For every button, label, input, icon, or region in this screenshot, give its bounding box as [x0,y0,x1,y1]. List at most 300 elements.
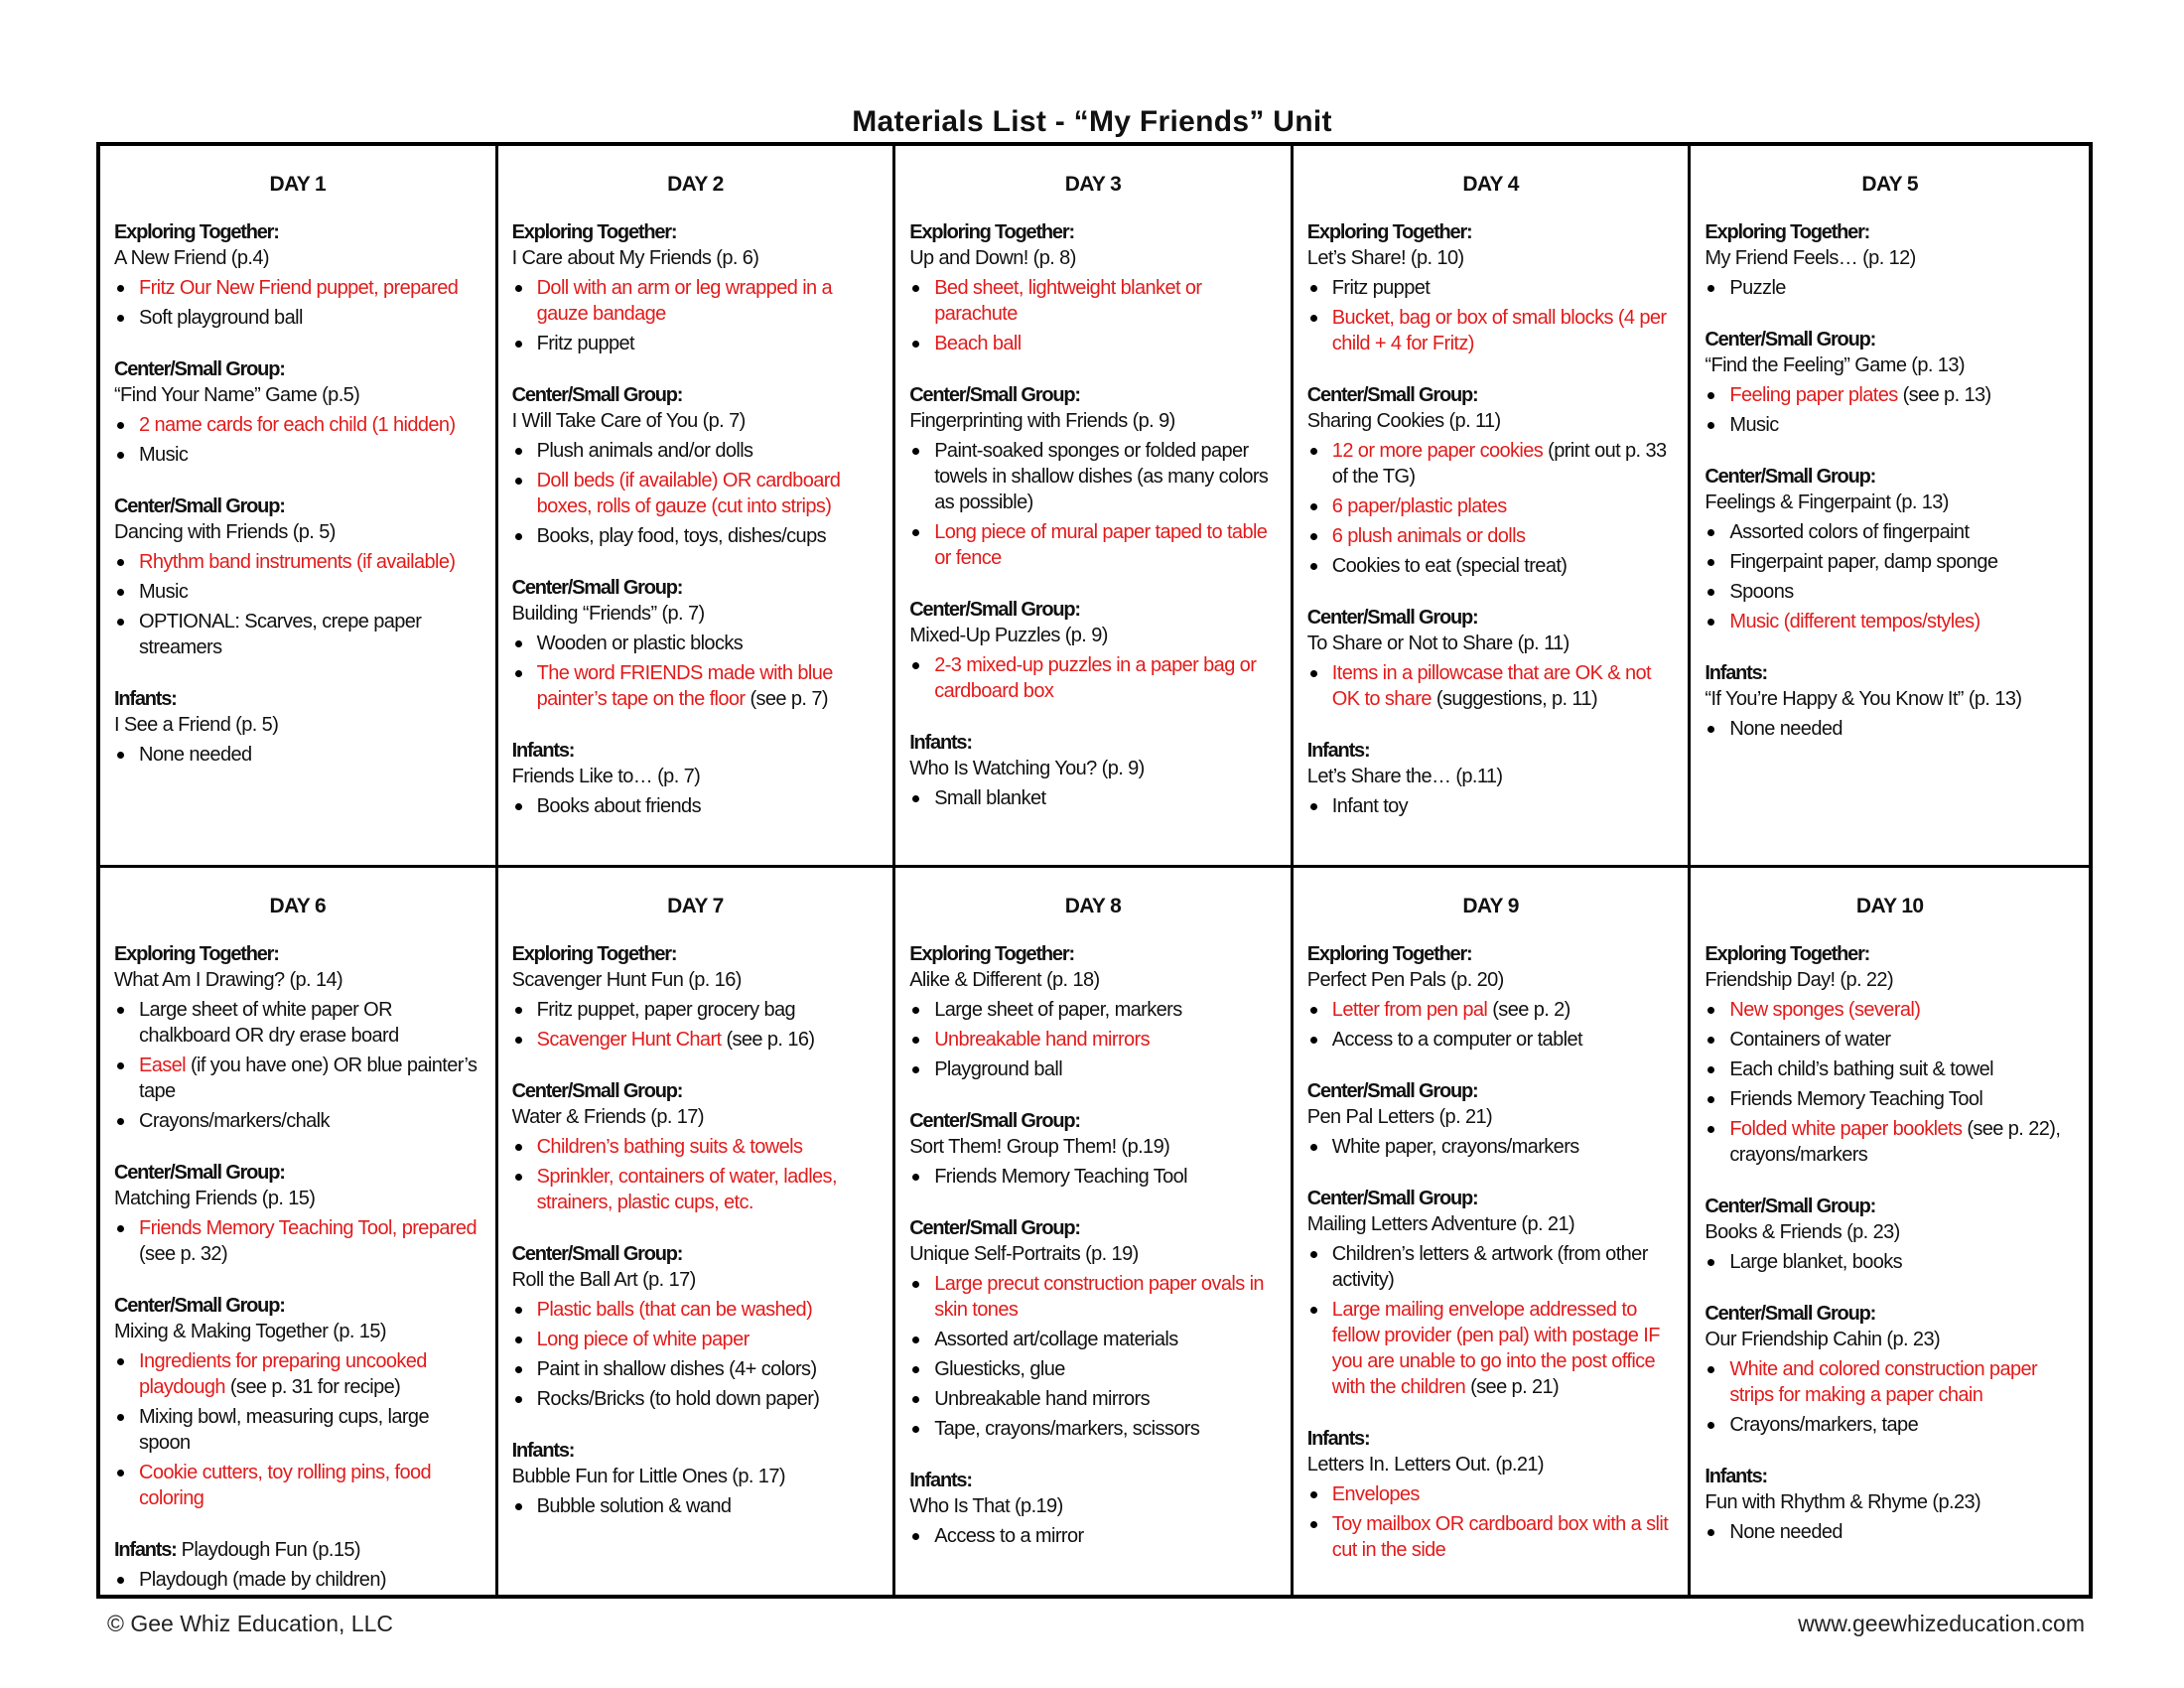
material-item [909,275,1277,327]
materials-list [909,1523,1277,1549]
activity-section [1307,219,1675,356]
material-text: (see p. 32) [139,1243,228,1265]
activity-section [512,219,880,356]
section-heading [1307,1078,1675,1104]
materials-list [1705,275,2075,301]
section-label: Center/Small Group: [511,577,683,599]
material-item [512,1297,880,1323]
activity-title: To Share or Not to Share (p. 11) [1306,633,1570,654]
material-text: Infant toy [1331,795,1409,817]
materials-list [1705,1249,2075,1275]
day-heading: DAY 2 [667,173,724,196]
highlighted-material: 2 name cards for each child (1 hidden) [139,414,456,436]
activity-section [512,738,880,819]
activity-title: Alike & Different (p. 18) [909,969,1100,991]
activity-section [1307,1426,1675,1563]
material-item [114,609,481,660]
material-item [1705,1356,2075,1408]
day-heading: DAY 8 [1064,895,1122,917]
material-item [1705,549,2075,575]
section-heading [512,738,880,764]
material-text: (see p. 2) [1487,999,1570,1021]
materials-list [114,1348,481,1511]
section-label: Center/Small Group: [114,1295,285,1317]
material-item [114,997,481,1049]
materials-list [909,997,1277,1082]
material-item [909,519,1277,571]
activity-title: Let’s Share the… (p.11) [1306,766,1503,787]
material-text: Plush animals and/or dolls [536,440,753,462]
material-item [1307,1511,1675,1563]
material-text: Mixing bowl, measuring cups, large spoon [139,1406,429,1454]
material-item [1705,1027,2075,1053]
materials-table [96,142,2093,1599]
material-text: White paper, crayons/markers [1331,1136,1579,1158]
activity-title: Friends Like to… (p. 7) [511,766,701,787]
section-label: Exploring Together: [114,221,279,243]
material-item [1705,382,2075,408]
material-item [1705,716,2075,742]
material-text: Large blanket, books [1729,1251,1903,1273]
highlighted-material: Bed sheet, lightweight blanket or parachute [934,277,1202,325]
section-label: Exploring Together: [1705,943,1870,965]
highlighted-material: 12 or more paper cookies [1331,440,1544,462]
highlighted-material: 6 plush animals or dolls [1331,525,1526,547]
section-heading [1307,605,1675,631]
section-label: Infants: [909,1470,972,1491]
highlighted-material: 6 paper/plastic plates [1331,495,1507,517]
activity-title: I Care about My Friends (p. 6) [511,247,759,269]
activity-section [512,382,880,549]
section-label: Center/Small Group: [1705,1303,1876,1325]
section-label: Infants: [114,688,177,710]
highlighted-material: The word FRIENDS made with blue painter’s tape on the floor [536,662,833,710]
activity-title: Fingerprinting with Friends (p. 9) [909,410,1175,432]
activity-section [114,941,481,1134]
highlighted-material: New sponges (several) [1729,999,1921,1021]
activity-section [512,1241,880,1412]
section-label: Exploring Together: [1705,221,1870,243]
day-heading: DAY 6 [269,895,327,917]
day-heading: DAY 1 [269,173,327,196]
highlighted-material: Long piece of white paper [536,1329,750,1350]
section-label: Infants: [114,1539,177,1561]
material-item [1307,553,1675,579]
material-item [114,1215,481,1267]
material-item [512,438,880,464]
activity-title: Bubble Fun for Little Ones (p. 17) [511,1466,785,1487]
section-label: Center/Small Group: [1306,607,1478,629]
activity-title: A New Friend (p.4) [114,247,269,269]
materials-list [909,652,1277,704]
day-cell [1294,868,1692,1595]
material-text: Assorted colors of fingerpaint [1729,521,1970,543]
section-label: Center/Small Group: [511,1080,683,1102]
day-cell [1294,146,1692,868]
materials-list [512,275,880,356]
activity-section [114,356,481,468]
section-heading [1307,219,1675,245]
activity-section [512,941,880,1053]
activity-title: Playdough Fun (p.15) [181,1539,360,1561]
highlighted-material: White and colored construction paper strips for making a paper chain [1729,1358,2038,1406]
material-text: Large sheet of white paper OR chalkboard OR dry erase board [139,999,399,1047]
day-cell [1691,868,2089,1595]
materials-list [512,997,880,1053]
highlighted-material: Easel [139,1055,187,1076]
material-text: Playdough (made by children) [139,1569,386,1591]
section-heading [512,1241,880,1267]
highlighted-material: Cookie cutters, toy rolling pins, food coloring [139,1462,432,1509]
activity-title: Feelings & Fingerpaint (p. 13) [1705,492,1949,513]
materials-list [909,275,1277,356]
day-cell [895,868,1294,1595]
section-heading [909,382,1277,408]
material-item [909,652,1277,704]
material-item [512,1493,880,1519]
materials-list [909,438,1277,571]
activity-title: I See a Friend (p. 5) [114,714,279,736]
material-item [909,1164,1277,1190]
material-item [114,1053,481,1104]
activity-title: My Friend Feels… (p. 12) [1705,247,1916,269]
copyright-footer: © Gee Whiz Education, LLC [107,1611,393,1636]
section-heading [1307,382,1675,408]
material-text: Wooden or plastic blocks [536,633,744,654]
material-text: Paint-soaked sponges or folded paper towels in shallow dishes (as many colors as possible) [934,440,1269,513]
material-text: Children’s letters & artwork (from other activity) [1331,1243,1648,1291]
material-text: Music [139,581,189,603]
materials-list [512,631,880,712]
section-heading [114,686,481,712]
material-text: Large sheet of paper, markers [934,999,1182,1021]
section-heading [512,382,880,408]
materials-list [114,997,481,1134]
material-item [114,1567,481,1593]
material-item [1705,997,2075,1023]
section-label: Center/Small Group: [909,384,1080,406]
section-label: Exploring Together: [1306,221,1472,243]
material-item [1705,275,2075,301]
materials-list [512,793,880,819]
materials-list [1307,1481,1675,1563]
activity-title: Sort Them! Group Them! (p.19) [909,1136,1170,1158]
material-item [1705,1519,2075,1545]
material-item [1705,1056,2075,1082]
day-heading: DAY 10 [1855,895,1924,917]
material-item [512,1164,880,1215]
section-heading [1705,219,2075,245]
material-text: Music [1729,414,1779,436]
activity-section [1705,1301,2075,1438]
material-text: (see p. 22), crayons/markers [1729,1118,2061,1166]
material-text: Music [139,444,189,466]
activity-section [909,382,1277,571]
material-text: (if you have one) OR blue painter’s tape [139,1055,478,1102]
material-text: None needed [1729,1521,1843,1543]
activity-section [114,219,481,331]
material-text: Spoons [1729,581,1794,603]
highlighted-material: Friends Memory Teaching Tool, prepared [139,1217,477,1239]
material-text: None needed [139,744,252,766]
section-heading [1705,1301,2075,1327]
day-cell [895,146,1294,868]
section-heading [909,730,1277,756]
material-item [512,1134,880,1160]
material-item [114,1460,481,1511]
activity-section [909,1468,1277,1549]
section-label: Exploring Together: [114,943,279,965]
material-text: Fritz puppet, paper grocery bag [536,999,796,1021]
section-label: Exploring Together: [909,221,1074,243]
section-label: Center/Small Group: [1705,1196,1876,1217]
materials-list [1705,519,2075,634]
activity-section [512,1078,880,1215]
section-heading [909,1215,1277,1241]
highlighted-material: Large mailing envelope addressed to fellow provider (pen pal) with postage IF you are unable to go into the post office with the children [1331,1299,1660,1398]
highlighted-material: Doll beds (if available) OR cardboard boxes, rolls of gauze (cut into strips) [536,470,841,517]
material-item [1705,1412,2075,1438]
material-item [114,742,481,768]
materials-list [1307,793,1675,819]
section-heading [909,597,1277,623]
activity-section [909,730,1277,811]
material-item [512,331,880,356]
material-text: Friends Memory Teaching Tool [1729,1088,1983,1110]
materials-list [1307,275,1675,356]
section-label: Exploring Together: [909,943,1074,965]
activity-section [114,1293,481,1511]
section-label: Infants: [1705,1466,1768,1487]
activity-title: Mailing Letters Adventure (p. 21) [1306,1213,1575,1235]
highlighted-material: Unbreakable hand mirrors [934,1029,1151,1051]
activity-section [114,493,481,660]
material-text: (see p. 21) [1465,1376,1560,1398]
activity-section [1307,738,1675,819]
highlighted-material: Scavenger Hunt Chart [536,1029,722,1051]
section-label: Exploring Together: [511,943,677,965]
highlighted-material: Plastic balls (that can be washed) [536,1299,813,1321]
section-heading [512,941,880,967]
material-item [1307,793,1675,819]
section-heading [114,356,481,382]
material-item [512,1027,880,1053]
material-item [1705,579,2075,605]
material-text: (print out p. 33 of the TG) [1331,440,1667,488]
material-item [1705,1086,2075,1112]
material-item [1307,997,1675,1023]
material-text: Assorted art/collage materials [934,1329,1178,1350]
day-heading: DAY 7 [667,895,724,917]
material-text: Fritz puppet [1331,277,1431,299]
day-cell [1691,146,2089,868]
section-heading [909,941,1277,967]
materials-list [1307,660,1675,712]
material-text: Unbreakable hand mirrors [934,1388,1151,1410]
activity-section [909,941,1277,1082]
activity-title: Scavenger Hunt Fun (p. 16) [511,969,742,991]
material-text: Friends Memory Teaching Tool [934,1166,1187,1188]
page-title: Materials List - “My Friends” Unit [852,105,1332,138]
material-item [909,1416,1277,1442]
section-label: Center/Small Group: [511,384,683,406]
material-item [1307,305,1675,356]
section-heading [114,941,481,967]
material-item [1307,523,1675,549]
material-item [114,275,481,301]
materials-list [1307,1241,1675,1400]
material-text: Playground ball [934,1058,1063,1080]
material-item [1307,660,1675,712]
materials-list [114,412,481,468]
materials-list [512,1493,880,1519]
activity-section [114,1537,481,1593]
section-label: Infants: [909,732,972,754]
material-text: None needed [1729,718,1843,740]
material-text: Small blanket [934,787,1046,809]
material-item [909,1386,1277,1412]
highlighted-material: Folded white paper booklets [1729,1118,1963,1140]
activity-title: Building “Friends” (p. 7) [511,603,705,625]
material-text: Puzzle [1729,277,1786,299]
day-cell [498,146,896,868]
material-text: Tape, crayons/markers, scissors [934,1418,1200,1440]
section-label: Exploring Together: [511,221,677,243]
section-label: Infants: [511,1440,575,1462]
activity-title: Sharing Cookies (p. 11) [1306,410,1501,432]
materials-list [114,1215,481,1267]
materials-list [1307,438,1675,579]
materials-list [909,1271,1277,1442]
activity-title: Who Is Watching You? (p. 9) [909,758,1145,779]
activity-section [1705,464,2075,634]
activity-title: Mixing & Making Together (p. 15) [114,1321,386,1342]
activity-title: Roll the Ball Art (p. 17) [511,1269,696,1291]
material-item [1705,1249,2075,1275]
section-heading [909,1108,1277,1134]
materials-list [1705,997,2075,1168]
material-item [512,1327,880,1352]
activity-title: Water & Friends (p. 17) [511,1106,704,1128]
materials-list [1307,1134,1675,1160]
activity-section [512,1438,880,1519]
activity-title: Dancing with Friends (p. 5) [114,521,336,543]
section-heading [114,219,481,245]
activity-section [1705,660,2075,742]
section-heading [114,493,481,519]
materials-list [909,785,1277,811]
material-text: Rocks/Bricks (to hold down paper) [536,1388,820,1410]
material-item [909,997,1277,1023]
activity-title: Books & Friends (p. 23) [1705,1221,1900,1243]
material-text: Containers of water [1729,1029,1891,1051]
material-item [1307,1297,1675,1400]
material-item [512,468,880,519]
section-heading [1705,464,2075,490]
activity-section [1705,1464,2075,1545]
day-cell [498,868,896,1595]
material-item [909,331,1277,356]
material-item [1307,1027,1675,1053]
section-label: Center/Small Group: [909,1217,1080,1239]
section-heading [1705,660,2075,686]
material-item [1307,493,1675,519]
highlighted-material: Large precut construction paper ovals in skin tones [934,1273,1264,1321]
activity-section [114,686,481,768]
material-item [1705,609,2075,634]
material-item [512,660,880,712]
material-item [1705,412,2075,438]
material-text: Access to a computer or tablet [1331,1029,1582,1051]
section-heading [512,575,880,601]
material-item [114,305,481,331]
material-text: Fritz puppet [536,333,634,354]
material-item [1307,1134,1675,1160]
highlighted-material: Fritz Our New Friend puppet, prepared [139,277,459,299]
material-text: Crayons/markers/chalk [139,1110,330,1132]
activity-title: Our Friendship Cahin (p. 23) [1705,1329,1941,1350]
activity-title: Pen Pal Letters (p. 21) [1306,1106,1493,1128]
material-item [1307,275,1675,301]
section-heading [1307,941,1675,967]
material-text: (see p. 13) [1897,384,1991,406]
website-footer: www.geewhizeducation.com [1798,1611,2085,1636]
material-item [114,442,481,468]
section-label: Infants: [1306,1428,1370,1450]
material-item [512,793,880,819]
activity-section [512,575,880,712]
section-label: Infants: [1306,740,1370,762]
materials-list [1705,382,2075,438]
materials-list [114,1567,481,1593]
material-item [512,997,880,1023]
highlighted-material: 2-3 mixed-up puzzles in a paper bag or cardboard box [934,654,1257,702]
material-item [512,275,880,327]
material-item [909,785,1277,811]
activity-section [114,1160,481,1267]
materials-list [1705,1356,2075,1438]
section-heading [114,1537,481,1563]
material-text: Books, play food, toys, dishes/cups [536,525,826,547]
material-item [114,1108,481,1134]
material-item [114,579,481,605]
section-heading [1705,1464,2075,1489]
activity-title: Matching Friends (p. 15) [114,1188,316,1209]
materials-list [114,275,481,331]
section-label: Infants: [511,740,575,762]
material-text: OPTIONAL: Scarves, crepe paper streamers [139,611,422,658]
section-label: Center/Small Group: [1306,1188,1478,1209]
material-text: Paint in shallow dishes (4+ colors) [536,1358,817,1380]
activity-section [1705,1194,2075,1275]
materials-list [1705,1519,2075,1545]
activity-title: Let’s Share! (p. 10) [1306,247,1464,269]
material-text: Cookies to eat (special treat) [1331,555,1568,577]
section-label: Center/Small Group: [1705,466,1876,488]
material-item [909,1356,1277,1382]
day-heading: DAY 5 [1861,173,1918,196]
material-item [909,1056,1277,1082]
section-heading [114,1293,481,1319]
activity-title: “Find the Feeling” Game (p. 13) [1705,354,1965,376]
highlighted-material: Ingredients for preparing uncooked playdough [139,1350,427,1398]
section-heading [1307,1426,1675,1452]
activity-section [1307,605,1675,712]
activity-section [1307,1078,1675,1160]
highlighted-material: Items in a pillowcase that are OK & not OK to share [1331,662,1652,710]
materials-list [909,1164,1277,1190]
material-item [512,631,880,656]
